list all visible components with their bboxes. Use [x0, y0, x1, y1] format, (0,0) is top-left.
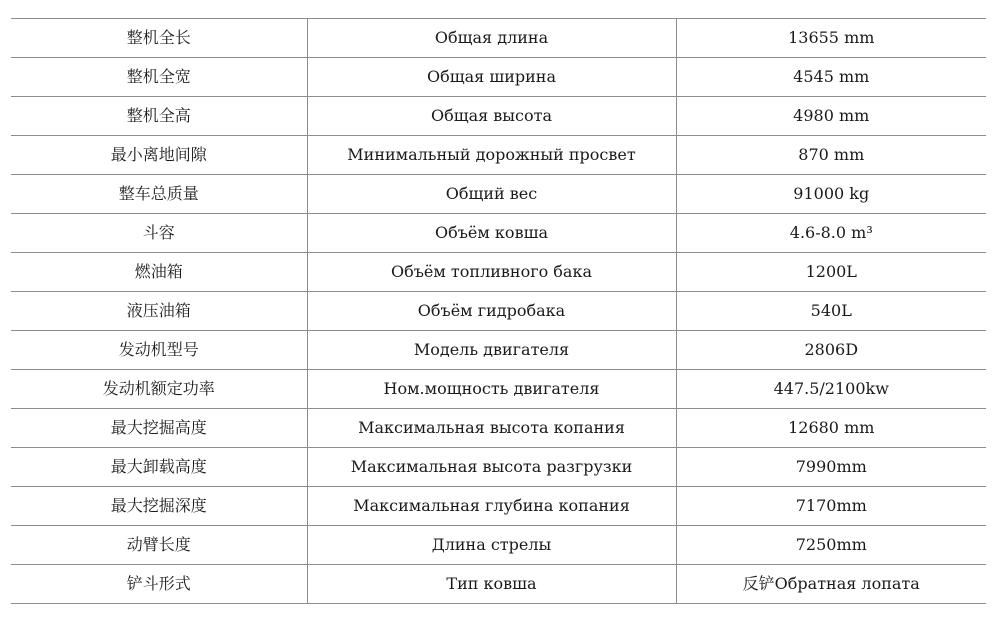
- cell-value: 7990mm: [676, 448, 986, 487]
- cell-chinese-name: 最小离地间隙: [11, 136, 307, 175]
- table-row: [11, 175, 986, 214]
- cell-value: 91000 kg: [676, 175, 986, 214]
- cell-chinese-name: 整机全高: [11, 97, 307, 136]
- cell-value: 12680 mm: [676, 409, 986, 448]
- cell-value: 4.6-8.0 m³: [676, 214, 986, 253]
- cell-russian-name: Длина стрелы: [307, 526, 676, 565]
- table-row: [11, 409, 986, 448]
- table-row: [11, 526, 986, 565]
- cell-value: 870 mm: [676, 136, 986, 175]
- table-row: [11, 448, 986, 487]
- table-row: [11, 370, 986, 409]
- cell-value: 4980 mm: [676, 97, 986, 136]
- table-row: [11, 565, 986, 604]
- table-row: [11, 331, 986, 370]
- cell-value: 13655 mm: [676, 19, 986, 58]
- cell-russian-name: Минимальный дорожный просвет: [307, 136, 676, 175]
- cell-russian-name: Максимальная высота копания: [307, 409, 676, 448]
- cell-russian-name: Общий вес: [307, 175, 676, 214]
- cell-chinese-name: 发动机额定功率: [11, 370, 307, 409]
- cell-russian-name: Общая ширина: [307, 58, 676, 97]
- cell-value: 447.5/2100kw: [676, 370, 986, 409]
- table-row: [11, 136, 986, 175]
- spec-table-body: [11, 19, 986, 604]
- cell-chinese-name: 最大卸载高度: [11, 448, 307, 487]
- cell-value: 反铲Обратная лопата: [676, 565, 986, 604]
- cell-chinese-name: 铲斗形式: [11, 565, 307, 604]
- cell-chinese-name: 液压油箱: [11, 292, 307, 331]
- table-row: [11, 19, 986, 58]
- cell-chinese-name: 最大挖掘高度: [11, 409, 307, 448]
- cell-russian-name: Ном.мощность двигателя: [307, 370, 676, 409]
- cell-russian-name: Общая длина: [307, 19, 676, 58]
- spec-table: [11, 18, 986, 604]
- table-row: [11, 292, 986, 331]
- table-row: [11, 58, 986, 97]
- cell-chinese-name: 整车总质量: [11, 175, 307, 214]
- cell-value: 2806D: [676, 331, 986, 370]
- cell-chinese-name: 动臂长度: [11, 526, 307, 565]
- cell-russian-name: Максимальная глубина копания: [307, 487, 676, 526]
- cell-russian-name: Максимальная высота разгрузки: [307, 448, 676, 487]
- cell-value: 7170mm: [676, 487, 986, 526]
- cell-russian-name: Объём ковша: [307, 214, 676, 253]
- cell-value: 7250mm: [676, 526, 986, 565]
- cell-russian-name: Объём гидробака: [307, 292, 676, 331]
- cell-russian-name: Объём топливного бака: [307, 253, 676, 292]
- cell-russian-name: Тип ковша: [307, 565, 676, 604]
- cell-russian-name: Модель двигателя: [307, 331, 676, 370]
- cell-chinese-name: 整机全长: [11, 19, 307, 58]
- table-row: [11, 214, 986, 253]
- cell-chinese-name: 最大挖掘深度: [11, 487, 307, 526]
- cell-value: 540L: [676, 292, 986, 331]
- cell-chinese-name: 斗容: [11, 214, 307, 253]
- cell-value: 4545 mm: [676, 58, 986, 97]
- table-row: [11, 253, 986, 292]
- cell-chinese-name: 发动机型号: [11, 331, 307, 370]
- table-row: [11, 487, 986, 526]
- table-row: [11, 97, 986, 136]
- cell-chinese-name: 整机全宽: [11, 58, 307, 97]
- cell-value: 1200L: [676, 253, 986, 292]
- cell-chinese-name: 燃油箱: [11, 253, 307, 292]
- cell-russian-name: Общая высота: [307, 97, 676, 136]
